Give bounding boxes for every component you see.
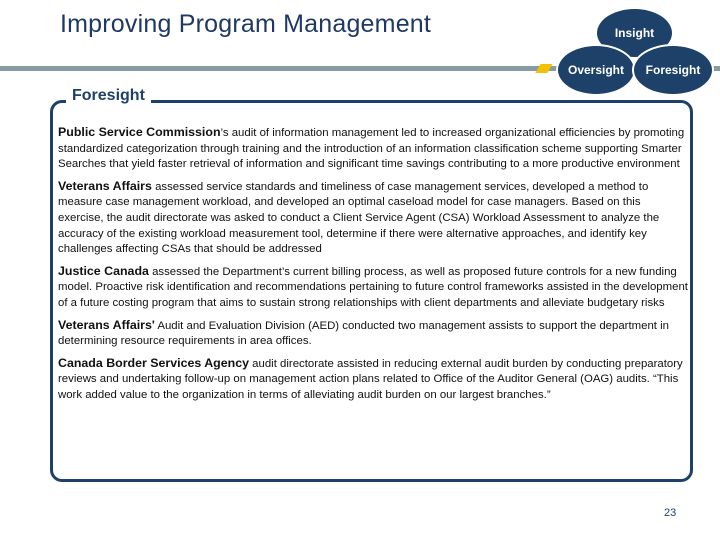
page-number: 23: [664, 507, 677, 519]
paragraph-text: ’s audit of information management led to increased organizational efficiencies by promoting standardized categorization through training and the introduction of an information classification scheme supporting Smarter Searches that yield faster retrieval of information and significant time savings contributing to a more productive environment: [58, 127, 685, 171]
paragraph-lead: Veterans Affairs': [58, 317, 155, 332]
paragraph: [58, 318, 688, 350]
paragraph-lead: Veterans Affairs: [58, 178, 152, 193]
insight-circle: Insight: [595, 7, 674, 59]
paragraph-text: assessed the Department’s current billing process, as well as proposed future controls for a new funding model. Proactive risk identification and recommendations pertaining to future control frameworks assisted in the development of a future costing program that aims to sustain strong relationships with client departments and alleviate budgetary risks: [58, 265, 688, 309]
paragraph-lead: Justice Canada: [58, 263, 149, 278]
foresight-circle: Foresight: [632, 44, 714, 96]
paragraph-lead: Public Service Commission: [58, 125, 221, 139]
paragraph: [58, 264, 688, 312]
paragraph-text: assessed service standards and timeliness of case management services, developed a method to measure case management workload, and developed an optimal caseload model for case managers. Based on this exercise, the audit directorate was asked to conduct a Client Service Agent (CSA) Workload Assessment to analyze the accuracy of the existing workload measurement tool, determine if there were alternative approaches, and identify key challenges affecting CSAs that should be addressed: [58, 180, 660, 256]
section-title: Foresight: [66, 87, 151, 105]
paragraph: [58, 125, 688, 173]
paragraph: [58, 179, 688, 258]
content-body: [58, 125, 688, 410]
slide-title: Improving Program Management: [60, 10, 432, 38]
paragraph-text: audit directorate assisted in reducing external audit burden by conducting preparatory reviews and undertaking follow-up on management action plans related to Office of the Auditor General (OAG) audits. “This work added value to the organization in terms of alleviating audit burden on our largest branches.”: [58, 357, 683, 401]
paragraph: [58, 356, 688, 404]
paragraph-lead: Canada Border Services Agency: [58, 355, 249, 370]
oversight-circle: Oversight: [556, 44, 636, 96]
paragraph-text: Audit and Evaluation Division (AED) conducted two management assists to support the department in determining resource requirements in area offices.: [58, 319, 669, 348]
